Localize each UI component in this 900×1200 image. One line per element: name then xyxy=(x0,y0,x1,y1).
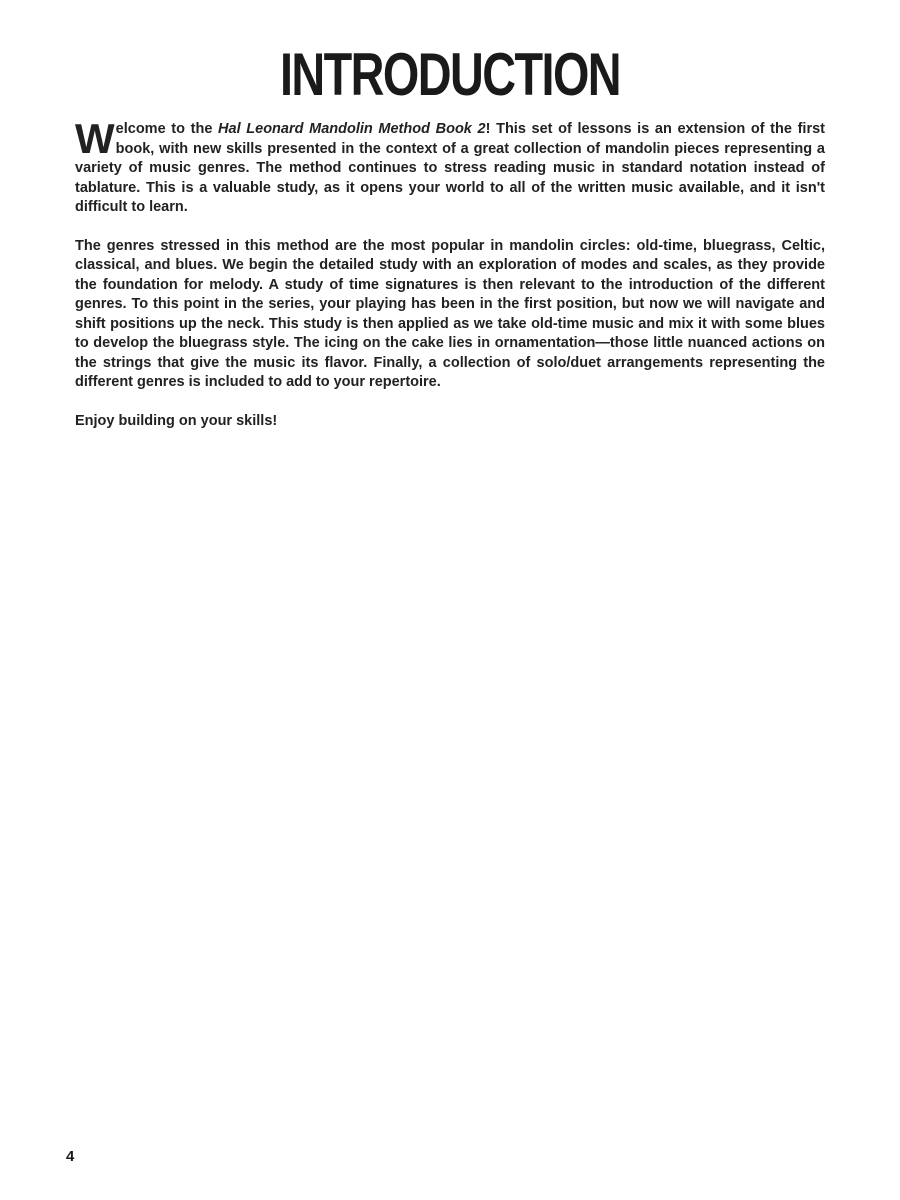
page-number: 4 xyxy=(66,1148,75,1165)
paragraph-2: The genres stressed in this method are the most popular in mandolin circles: old-time, bluegrass, Celtic, classical, and blues. We begin the detailed study with an exploration of modes and scales, as they provide the foundation for melody. A study of time signatures is then relevant to the introduction of the different genres. To this point in the series, your playing has been in the first position, but now we will navigate and shift positions up the neck. This study is then applied as we take old-time music and mix it with some blues to develop the bluegrass style. The icing on the cake lies in ornamentation—those little nuanced actions on the strings that give the music its flavor. Finally, a collection of solo/duet arrangements representing the different genres is included to add to your repertoire. xyxy=(75,237,825,390)
drop-cap: W xyxy=(75,115,115,162)
paragraph-1-rest: ! This set of lessons is an extension of the first book, with new skills presented in the context of a great collection of mandolin pieces representing a variety of music genres. The method continues to stress reading music in standard notation instead of tablature. This is a valuable study, as it opens your world to all of the written music available, and it isn't difficult to learn. xyxy=(75,121,825,215)
paragraph-3: Enjoy building on your skills! xyxy=(75,412,278,429)
paragraph-1-start: elcome to the xyxy=(115,121,219,137)
paragraph-1 xyxy=(75,115,825,218)
book-title: Hal Leonard Mandolin Method Book 2 xyxy=(218,121,486,137)
page-title: INTRODUCTION xyxy=(279,41,621,108)
introduction-body xyxy=(75,115,825,450)
